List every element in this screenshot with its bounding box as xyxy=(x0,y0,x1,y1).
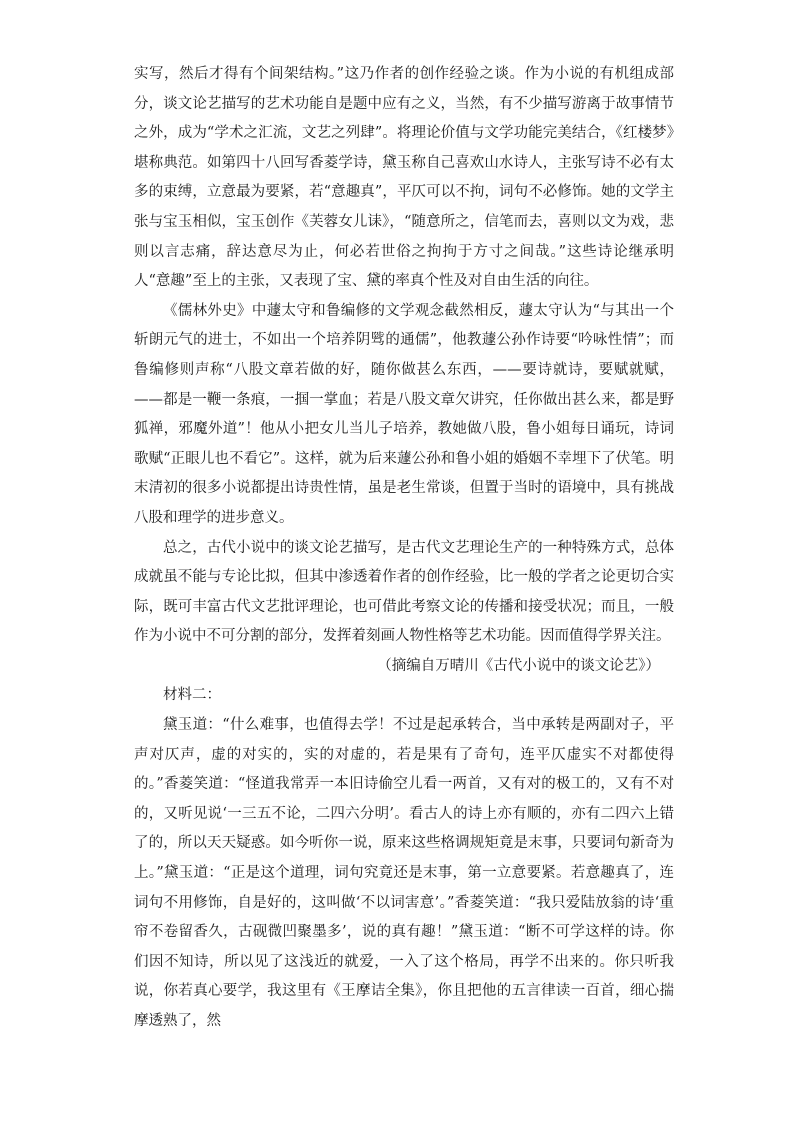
paragraph-continued: 实写，然后才得有个间架结构。”这乃作者的创作经验之谈。作为小说的有机组成部分，谈文论艺描写的艺术功能自是题中应有之义，当然，有不少描写游离于故事情节之外，成为“学术之汇流，文艺之列肆”。将理论价值与文学功能完美结合，《红楼梦》堪称典范。如第四十八回写香菱学诗，黛玉称自己喜欢山水诗人，主张写诗不必有太多的束缚，立意最为要紧，若“意趣真”，平仄可以不拘，词句不必修饰。她的文学主张与宝玉相似，宝玉创作《芙蓉女儿诔》，“随意所之，信笔而去，喜则以文为戏，悲则以言志痛，辞达意尽为止，何必若世俗之拘拘于方寸之间哉。”这些诗论继承明人“意趣”至上的主张，又表现了宝、黛的率真个性及对自由生活的向往。 xyxy=(134,66,674,290)
document-body xyxy=(134,60,674,1037)
source-citation: （摘编自万晴川《古代小说中的谈文论艺》） xyxy=(377,657,660,674)
paragraph-rulin-waishi: 《儒林外史》中蘧太守和鲁编修的文学观念截然相反，蘧太守认为“与其出一个斩朗元气的进士，不如出一个培养阴骘的通儒”，他教蘧公孙作诗要“吟咏性情”；而鲁编修则声称“八股文章若做的好，随你做甚么东西，——要诗就诗，要赋就赋，——都是一鞭一条痕，一掴一掌血；若是八股文章欠讲究，任你做出甚么来，都是野狐禅，邪魔外道”！他从小把女儿当儿子培养，教她做八股，鲁小姐每日诵玩，诗词歌赋“正眼儿也不看它”。这样，就为后来蘧公孙和鲁小姐的婚姻不幸埋下了伏笔。明末清初的很多小说都提出诗贵性情，虽是老生常谈，但置于当时的语境中，具有挑战八股和理学的进步意义。 xyxy=(134,302,674,526)
material-two-label: 材料二： xyxy=(163,687,221,704)
paragraph-dialogue: 黛玉道：“什么难事，也值得去学！不过是起承转合，当中承转是两副对子，平声对仄声，虚的对实的，实的对虚的，若是果有了奇句，连平仄虚实不对都使得的。”香菱笑道：“怪道我常弄一本旧诗偷空儿看一两首，又有对的极工的，又有不对的，又听见说‘一三五不论，二四六分明’。看古人的诗上亦有顺的，亦有二四六上错了的，所以天天疑惑。如今听你一说，原来这些格调规矩竟是末事，只要词句新奇为上。”黛玉道：“正是这个道理，词句究竟还是末事，第一立意要紧。若意趣真了，连词句不用修饰，自是好的，这叫做‘不以词害意’。”香菱笑道：“我只爱陆放翁的诗‘重帘不卷留香久，古砚微凹聚墨多’，说的真有趣！”黛玉道：“断不可学这样的诗。你们因不知诗，所以见了这浅近的就爱，一入了这个格局，再学不出来的。你只听我说，你若真心要学，我这里有《王摩诘全集》，你且把他的五言律读一百首，细心揣摩透熟了，然 xyxy=(134,717,674,1029)
paragraph-conclusion: 总之，古代小说中的谈文论艺描写，是古代文艺理论生产的一种特殊方式，总体成就虽不能与专论比拟，但其中渗透着作者的创作经验，比一般的学者之论更切合实际，既可丰富古代文艺批评理论，也可借此考察文论的传播和接受状况；而且，一般作为小说中不可分割的部分，发挥着刻画人物性格等艺术功能。因而值得学界关注。 xyxy=(134,539,674,645)
